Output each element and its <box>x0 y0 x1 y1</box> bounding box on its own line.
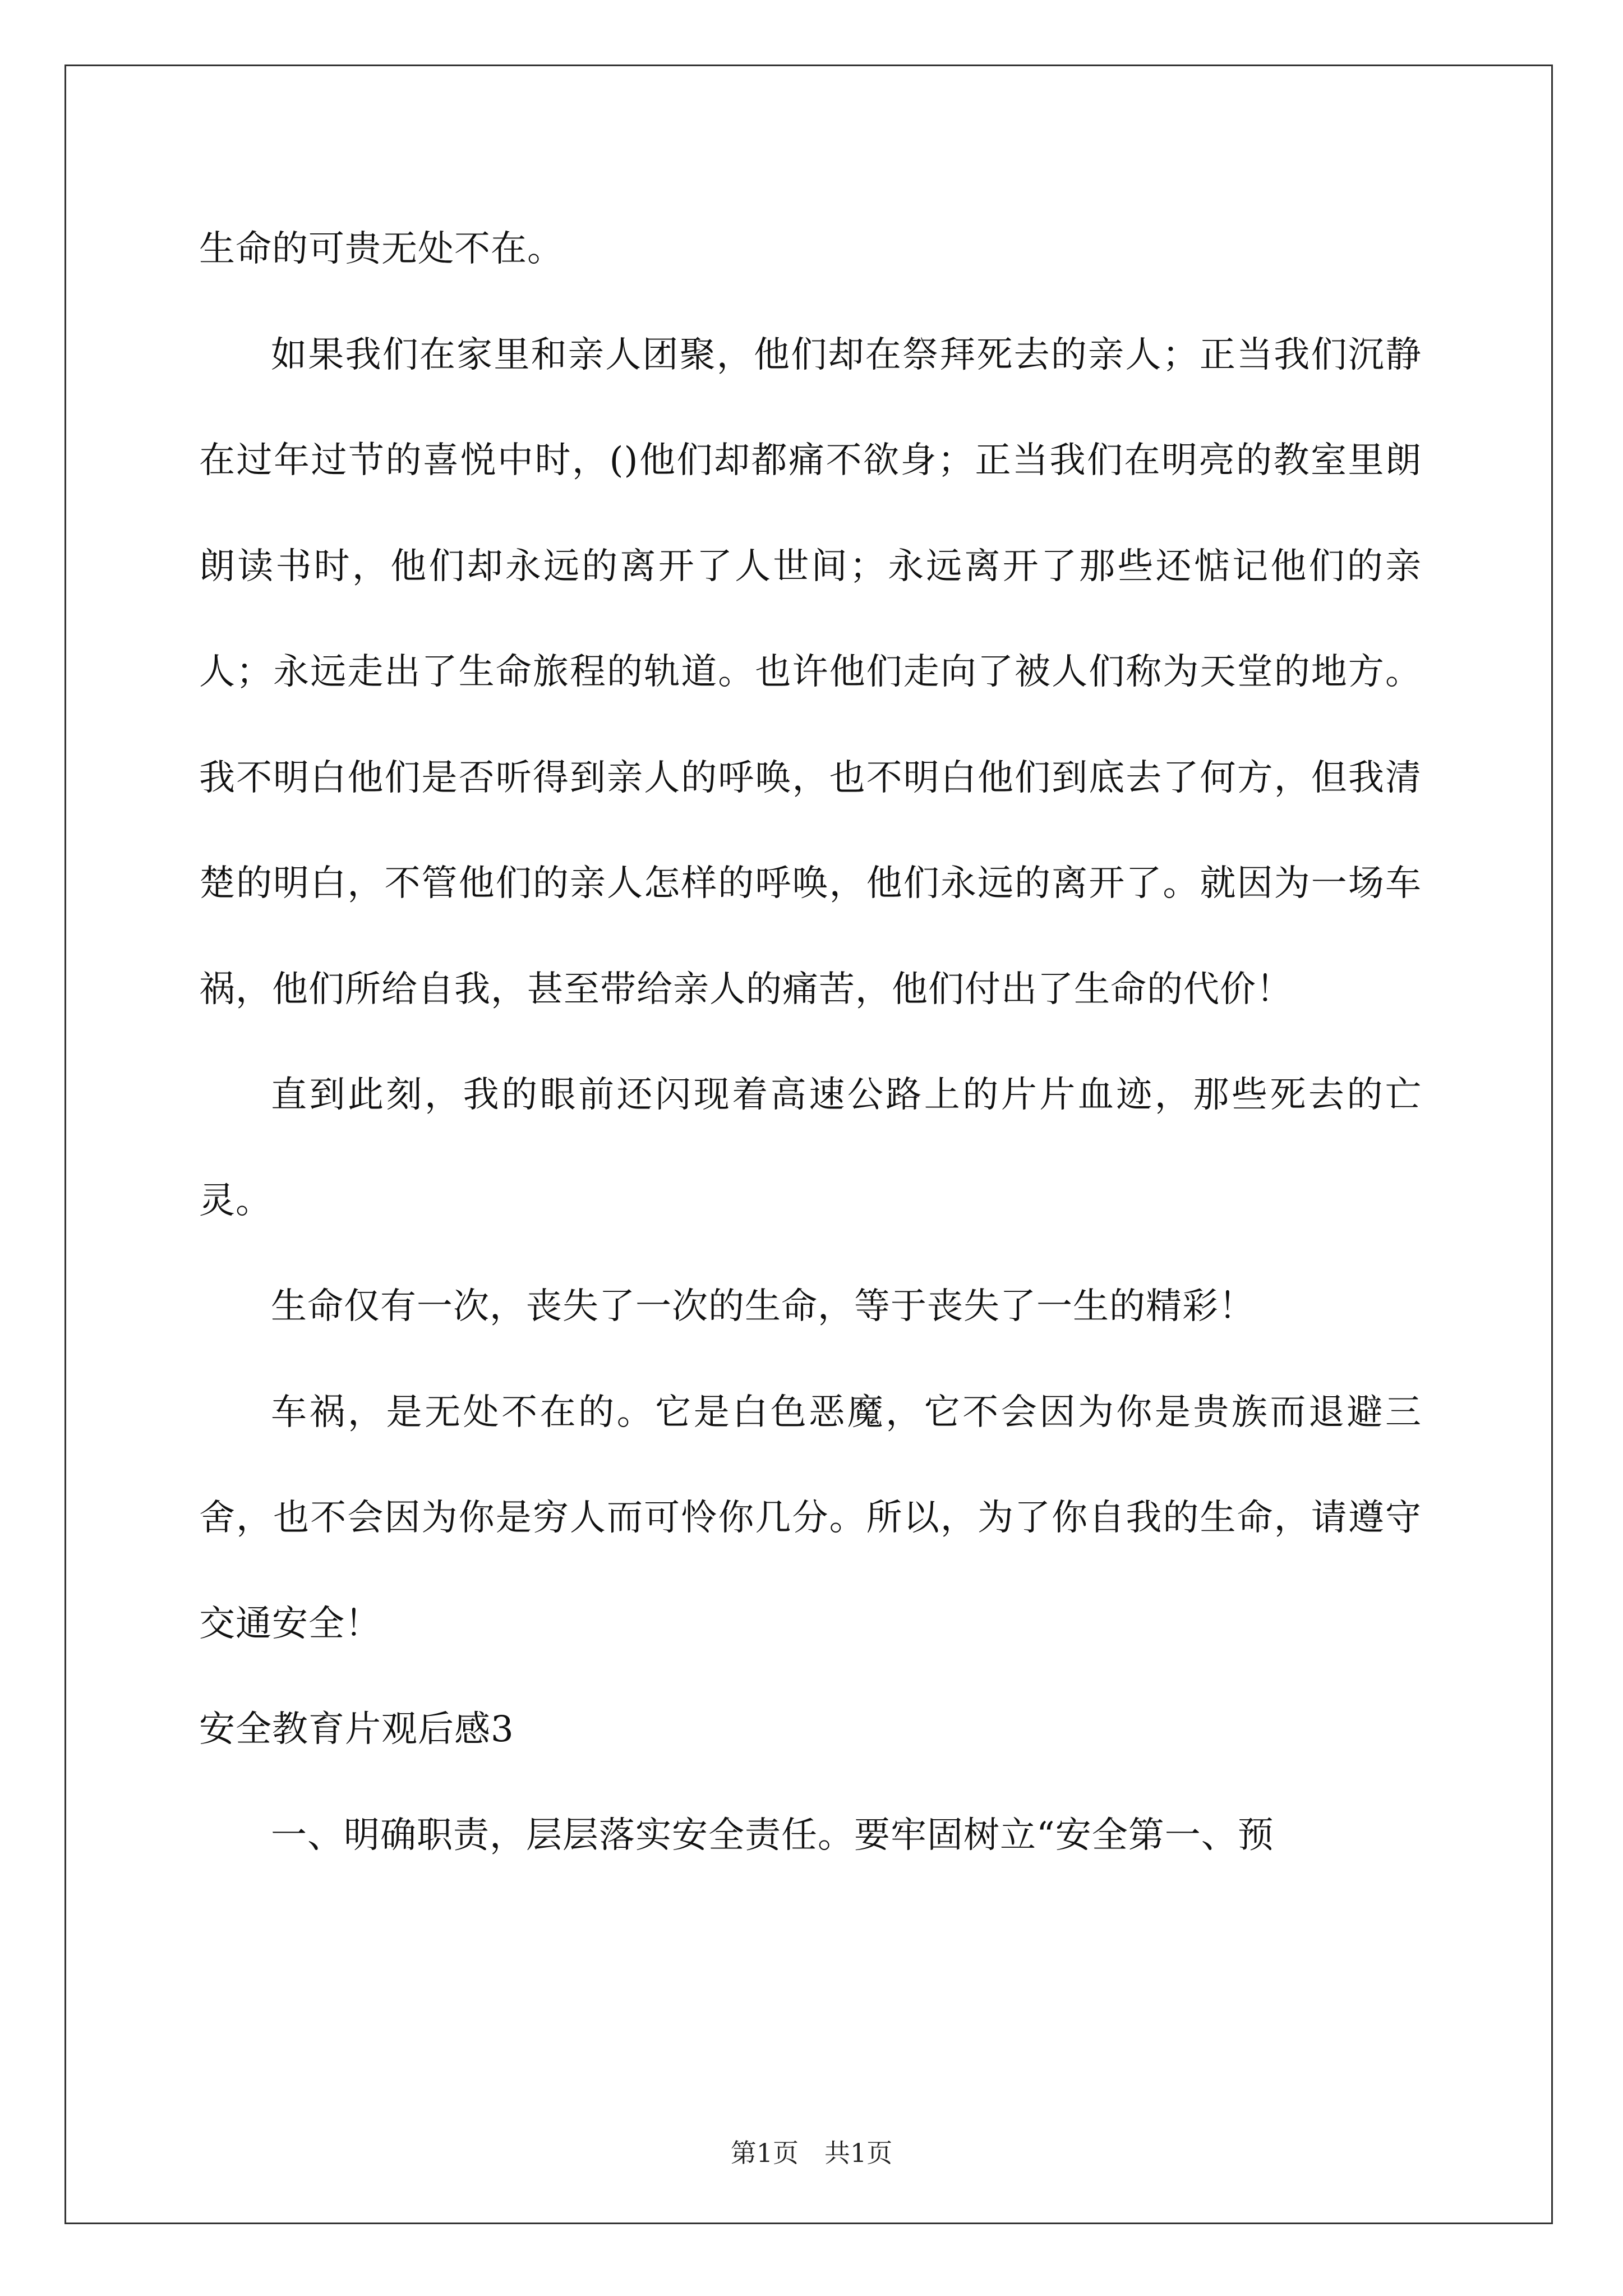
paragraph-5: 车祸，是无处不在的。它是白色恶魔，它不会因为你是贵族而退避三舍，也不会因为你是穷人而可怜你几分。所以，为了你自我的生命，请遵守交通安全！ <box>199 1391 1422 1645</box>
paragraph-6: 一、明确职责，层层落实安全责任。要牢固树立“安全第一、预 <box>271 1814 1274 1856</box>
paragraph-1: 生命的可贵无处不在。 <box>199 228 564 270</box>
page-number-footer: 第1页 共1页 <box>730 2138 893 2168</box>
section-heading: 安全教育片观后感3 <box>199 1709 514 1750</box>
paragraph-4: 生命仅有一次，丧失了一次的生命，等于丧失了一生的精彩！ <box>271 1286 1255 1327</box>
document-body <box>199 196 1422 1888</box>
paragraph-2: 如果我们在家里和亲人团聚，他们却在祭拜死去的亲人；正当我们沉静在过年过节的喜悦中时，()他们却都痛不欲身；正当我们在明亮的教室里朗朗读书时，他们却永远的离开了人世间；永远离开了那些还惦记他们的亲人；永远走出了生命旅程的轨道。也许他们走向了被人们称为天堂的地方。我不明白他们是否听得到亲人的呼唤，也不明白他们到底去了何方，但我清楚的明白，不管他们的亲人怎样的呼唤，他们永远的离开了。就因为一场车祸，他们所给自我，甚至带给亲人的痛苦，他们付出了生命的代价！ <box>199 334 1422 1010</box>
paragraph-3: 直到此刻，我的眼前还闪现着高速公路上的片片血迹，那些死去的亡灵。 <box>199 1074 1422 1222</box>
